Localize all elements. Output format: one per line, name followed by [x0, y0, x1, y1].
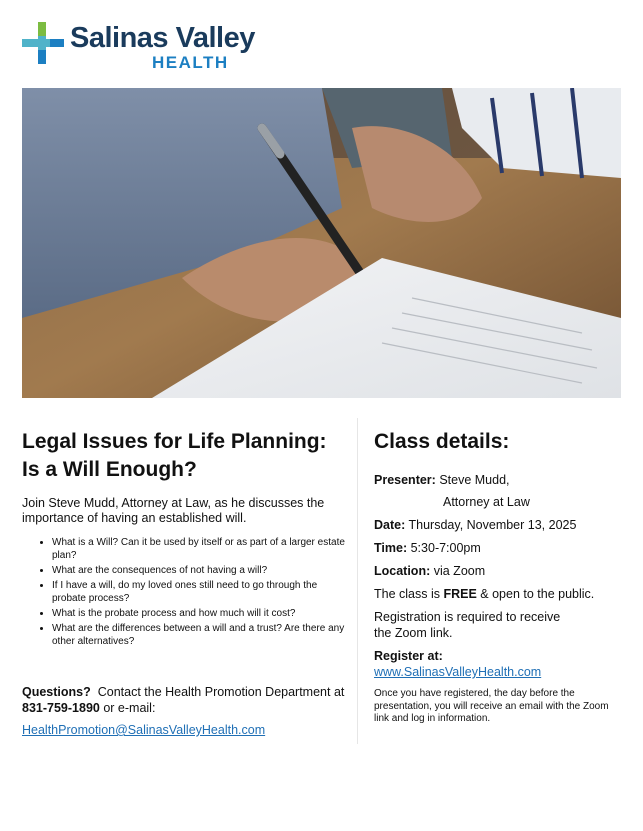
- list-item: • What are the consequences of not having a will?: [52, 564, 347, 577]
- logo-name: Salinas Valley: [70, 22, 255, 54]
- email-link[interactable]: HealthPromotion@SalinasValleyHealth.com: [22, 723, 266, 737]
- followup-note: Once you have registered, the day before the presentation, you will receive an email with the Zoom link and log in information.: [374, 688, 609, 724]
- date-row: [374, 517, 624, 533]
- list-item: • What is the probate process and how much will it cost?: [52, 607, 347, 620]
- presenter-title: Attorney at Law: [443, 495, 530, 509]
- free-word: FREE: [443, 587, 477, 601]
- time-value: 5:30-7:00pm: [410, 541, 481, 555]
- hero-photo-hands-signing-document: [22, 88, 621, 398]
- phone-number: 831-759-1890: [22, 701, 100, 715]
- location-label: Location:: [374, 564, 431, 578]
- cross-logo-icon: [22, 22, 64, 64]
- class-details: [374, 428, 624, 726]
- logo-subtitle: HEALTH: [152, 53, 229, 72]
- questions-list: [22, 536, 347, 648]
- intro-text: Join Steve Mudd, Attorney at Law, as he discusses the importance of having an established will.: [22, 496, 325, 525]
- presenter-row: [374, 472, 624, 510]
- contact-block: [22, 684, 352, 737]
- time-row: [374, 540, 624, 556]
- column-divider: [357, 418, 358, 744]
- left-column: [22, 428, 347, 650]
- salinas-valley-health-logo: [22, 18, 272, 74]
- list-item: • If I have a will, do my loved ones still need to go through the probate process?: [52, 579, 347, 605]
- list-item: • What are the differences between a will and a trust? Are there any other alternatives?: [52, 622, 347, 648]
- contact-text: Contact the Health Promotion Department at: [97, 685, 345, 699]
- location-row: [374, 563, 624, 579]
- free-row: [374, 586, 624, 602]
- contact-text-2: or e-mail:: [99, 701, 156, 715]
- free-text-post: & open to the public.: [476, 587, 595, 601]
- questions-label: Questions?: [22, 685, 91, 699]
- register-row: [374, 648, 624, 680]
- location-value: via Zoom: [433, 564, 486, 578]
- date-value: Thursday, November 13, 2025: [408, 518, 577, 532]
- register-label: Register at:: [374, 649, 443, 663]
- list-item: • What is a Will? Can it be used by itself or as part of a larger estate plan?: [52, 536, 347, 562]
- presenter-label: Presenter:: [374, 473, 436, 487]
- register-link[interactable]: www.SalinasValleyHealth.com: [374, 665, 542, 679]
- presenter-name: Steve Mudd,: [439, 473, 510, 487]
- free-text-pre: The class is: [374, 587, 444, 601]
- class-title: Legal Issues for Life Planning: Is a Will Enough?: [22, 430, 327, 481]
- time-label: Time:: [374, 541, 408, 555]
- registration-note: Registration is required to receive the Zoom link.: [374, 610, 561, 640]
- date-label: Date:: [374, 518, 406, 532]
- details-heading: Class details:: [374, 430, 510, 453]
